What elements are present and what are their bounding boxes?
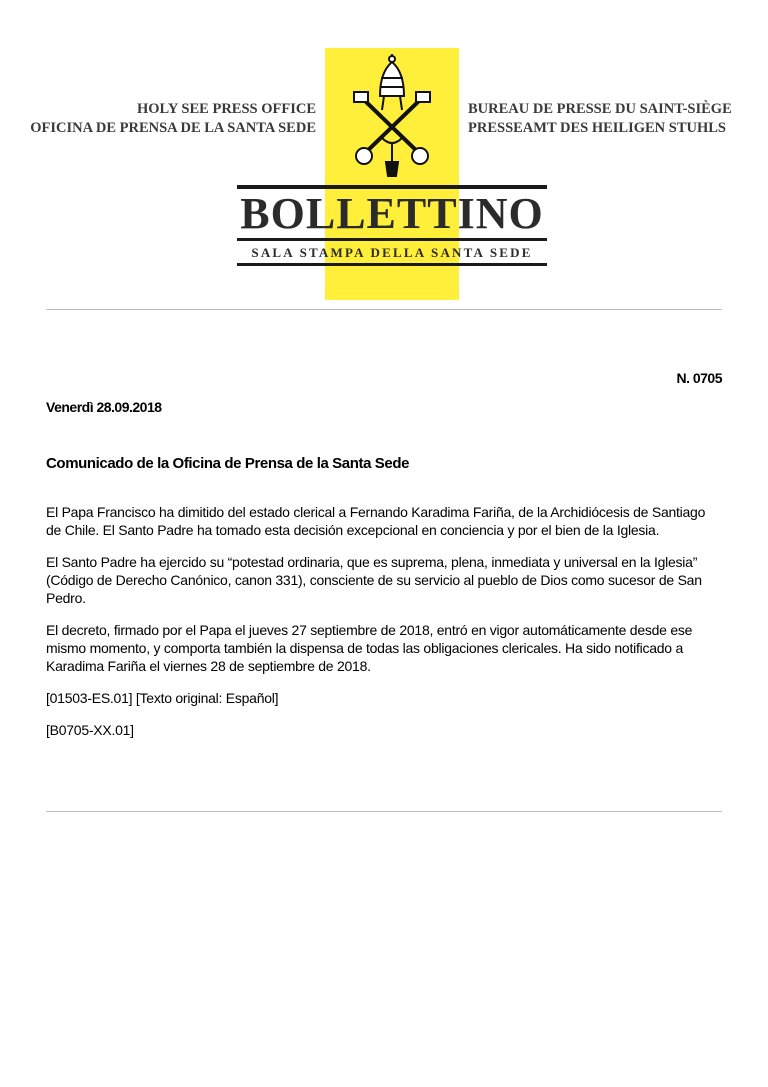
bulletin-body (46, 503, 722, 753)
masthead-header (30, 48, 732, 300)
bulletin-code: [B0705-XX.01] (46, 722, 134, 738)
bureau-de-presse-label: BUREAU DE PRESSE DU SAINT-SIÈGE (468, 101, 732, 117)
body-paragraph: El Papa Francisco ha dimitido del estado clerical a Fernando Karadima Fariña, de la Archidiócesis de Santiago de Chile. El Santo Padre ha tomado esta decisión excepcional en conciencia y por el bien de la Iglesia. (46, 504, 706, 538)
holy-see-press-office-label: HOLY SEE PRESS OFFICE (136, 101, 316, 117)
masthead-subtitle: SALA STAMPA DELLA SANTA SEDE (251, 245, 533, 260)
footer-divider (46, 811, 722, 812)
reference-code: [01503-ES.01] [Texto original: Español] (46, 690, 279, 706)
bulletin-date: Venerdì 28.09.2018 (46, 399, 162, 415)
header-left-text (30, 100, 316, 138)
presseamt-label: PRESSEAMT DES HEILIGEN STUHLS (468, 120, 726, 136)
body-paragraph: El decreto, firmado por el Papa el jueves 27 septiembre de 2018, entró en vigor automáticamente desde ese mismo momento, y comporta también la dispensa de todas las obligaciones clericales. Ha sido notificado a Karadima Fariña el viernes 28 de septiembre de 2018. (46, 622, 693, 674)
masthead-title: BOLLETTINO (240, 189, 544, 238)
header-divider (46, 309, 722, 310)
body-paragraph: El Santo Padre ha ejercido su “potestad ordinaria, que es suprema, plena, inmediata y universal en la Iglesia” (Código de Derecho Canónico, canon 331), consciente de su servicio al pueblo de Dios como sucesor de San Pedro. (46, 554, 702, 606)
masthead-bar-middle (237, 238, 547, 241)
bulletin-title: Comunicado de la Oficina de Prensa de la Santa Sede (46, 455, 410, 472)
oficina-de-prensa-label: OFICINA DE PRENSA DE LA SANTA SEDE (30, 120, 316, 136)
masthead-bar-bottom (237, 263, 547, 266)
papal-keys-emblem-icon (342, 52, 442, 180)
header-right-text (468, 100, 732, 138)
bulletin-number: N. 0705 (676, 370, 722, 386)
